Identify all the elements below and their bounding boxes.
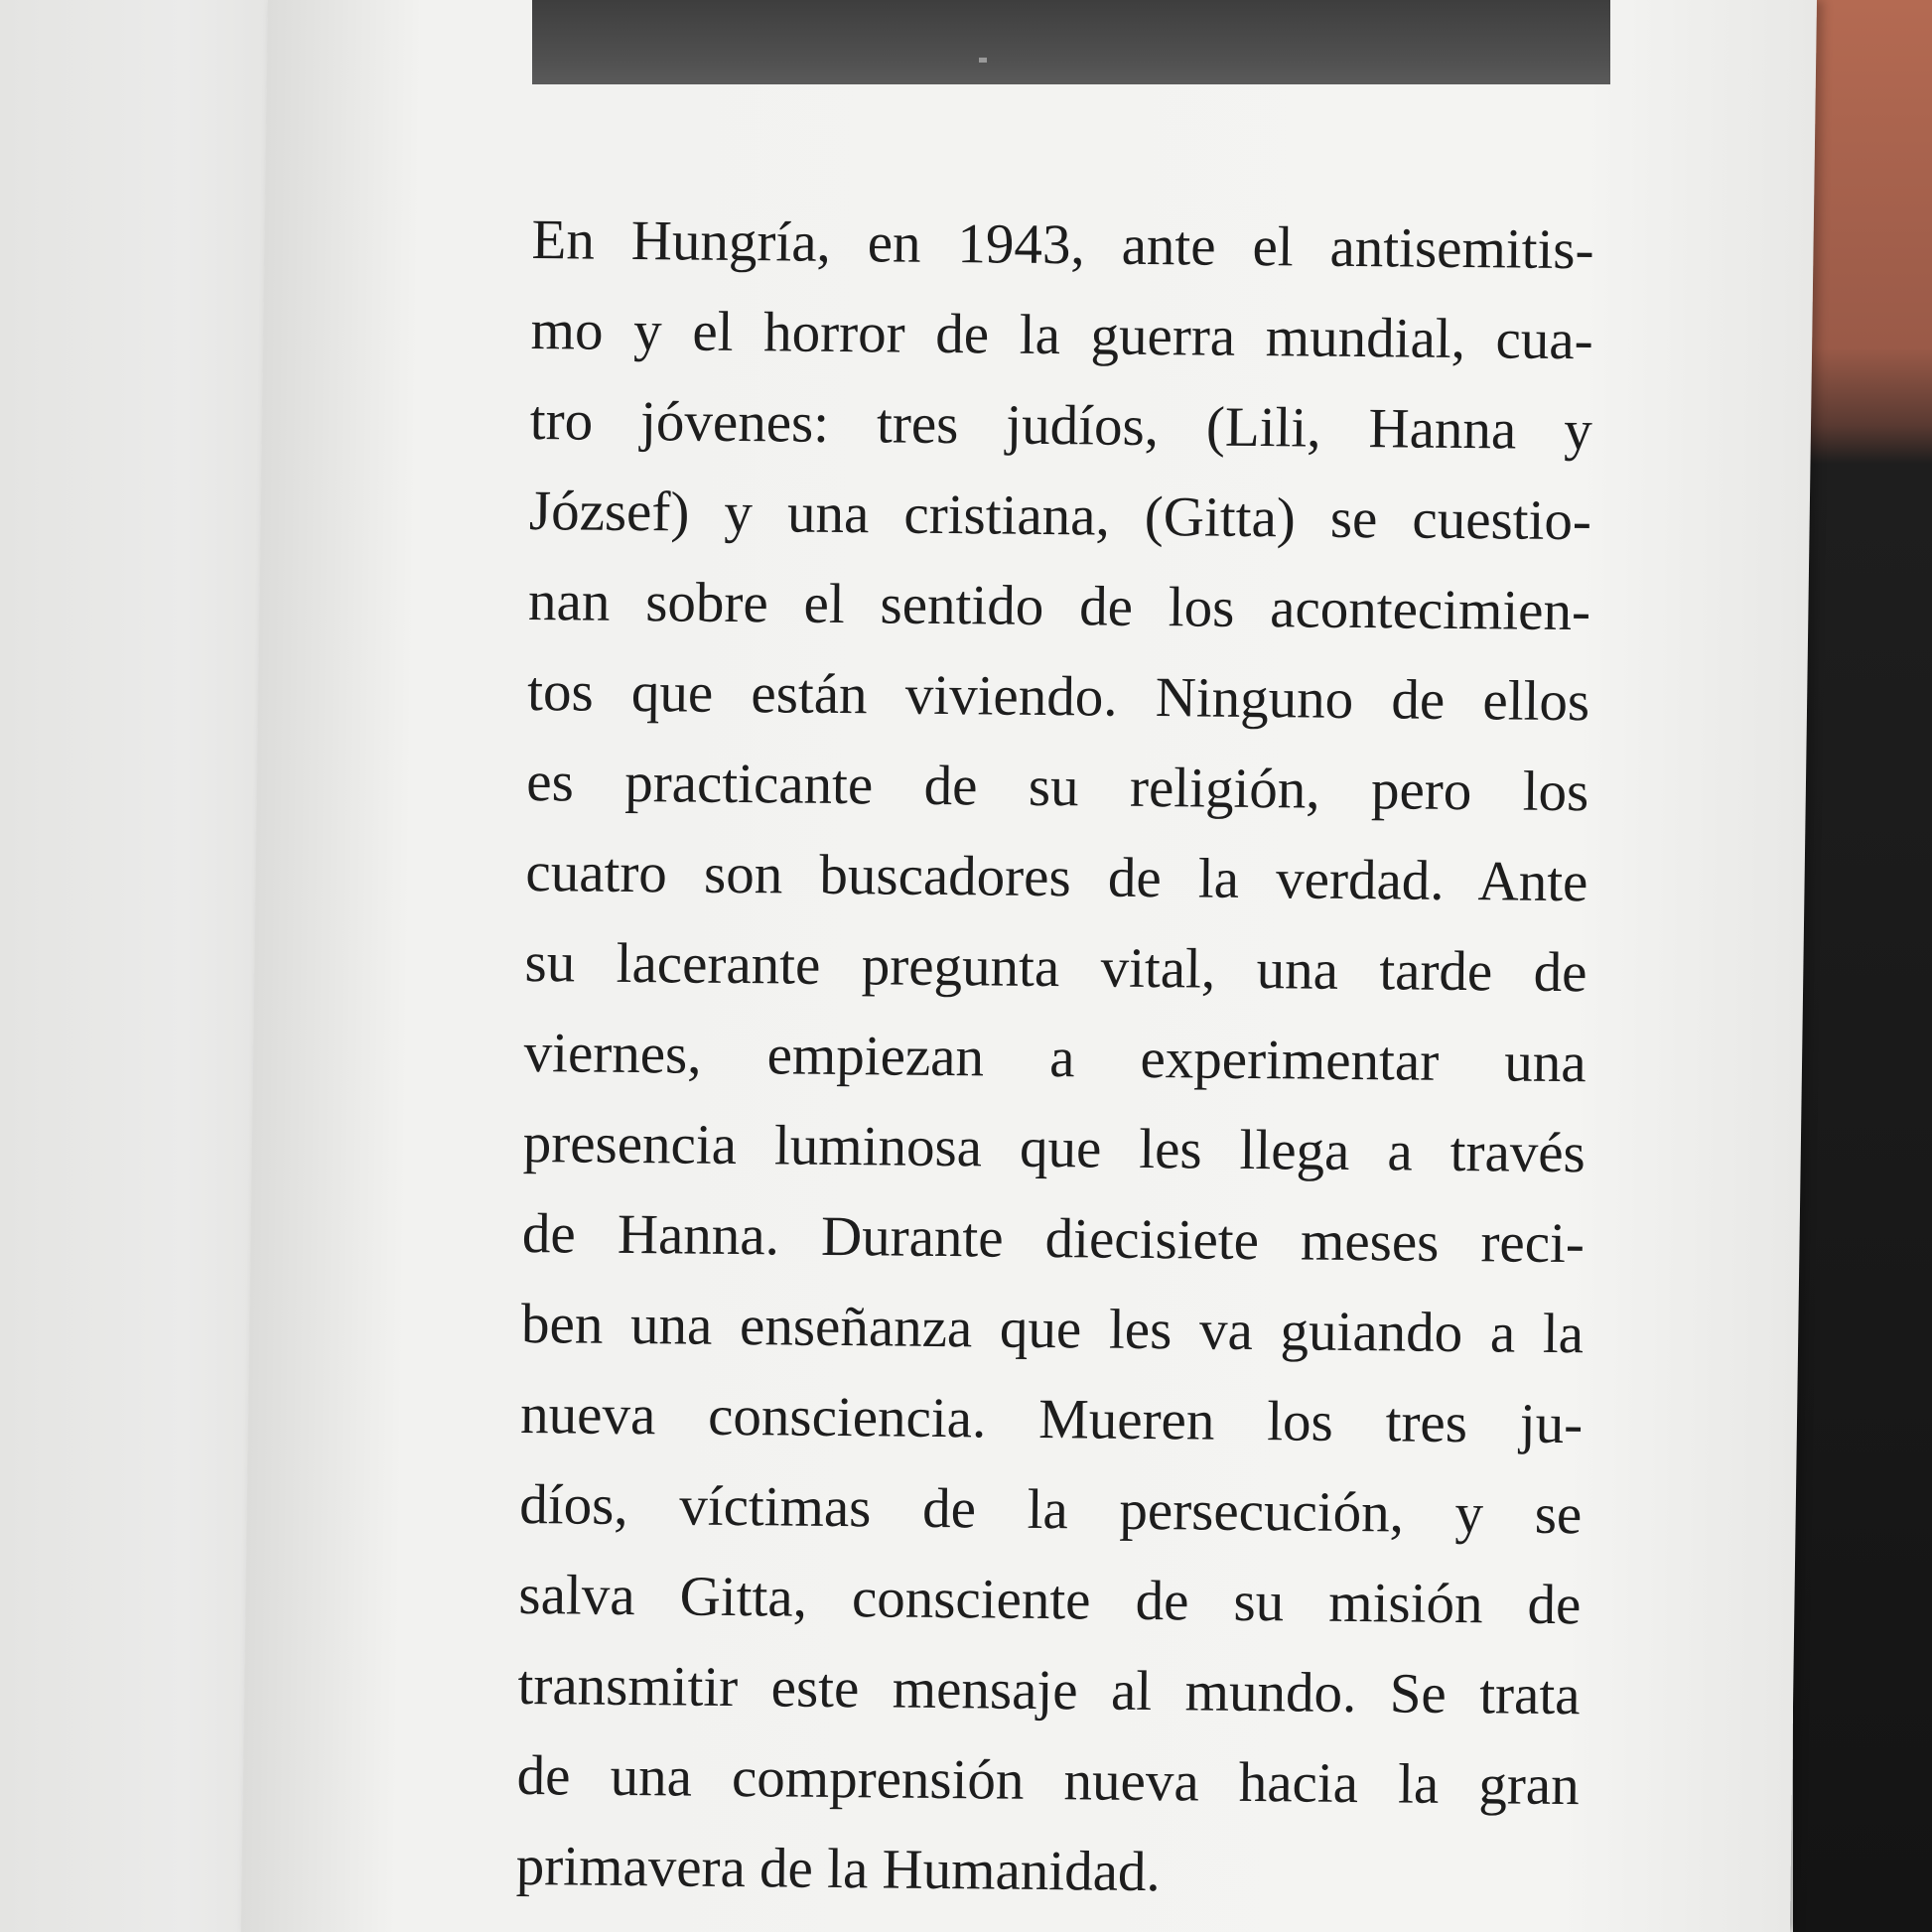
blurb-line: ben una enseñanza que les va guiando a la	[520, 1292, 1585, 1366]
blurb-line: salva Gitta, consciente de su misión de	[518, 1563, 1582, 1637]
blurb-line: viernes, empiezan a experimentar una	[523, 1021, 1587, 1095]
band-mark	[979, 58, 987, 63]
blurb-line: es practicante de su religión, pero los	[526, 750, 1589, 824]
blurb-line: transmitir este mensaje al mundo. Se trata	[517, 1653, 1581, 1727]
blurb-line: mo y el horror de la guerra mundial, cua-	[530, 298, 1593, 372]
blurb-line: En Hungría, en 1943, ante el antisemitis-	[531, 207, 1594, 282]
blurb-line: nueva consciencia. Mueren los tres ju-	[519, 1382, 1584, 1456]
blurb-line: su lacerante pregunta vital, una tarde de	[524, 930, 1587, 1005]
blurb-line: József) y una cristiana, (Gitta) se cuestio-	[528, 479, 1592, 553]
blurb-line-last: primavera de la Humanidad.	[515, 1834, 1162, 1904]
dark-header-band	[532, 0, 1610, 84]
blurb-line: presencia luminosa que les llega a través	[522, 1111, 1587, 1185]
blurb-line: cuatro son buscadores de la verdad. Ante	[525, 840, 1588, 914]
blurb-line: tos que están viviendo. Ninguno de ellos	[526, 659, 1590, 734]
blurb-text	[515, 195, 1594, 1921]
blurb-line: tro jóvenes: tres judíos, (Lili, Hanna y	[529, 388, 1593, 463]
blurb-line: nan sobre el sentido de los acontecimien-	[527, 569, 1591, 643]
blurb-line: de Hanna. Durante diecisiete meses reci-	[521, 1201, 1586, 1276]
background-edge	[1793, 0, 1932, 1932]
blurb-line: díos, víctimas de la persecución, y se	[519, 1472, 1583, 1547]
blurb-line: de una comprensión nueva hacia la gran	[516, 1743, 1580, 1818]
